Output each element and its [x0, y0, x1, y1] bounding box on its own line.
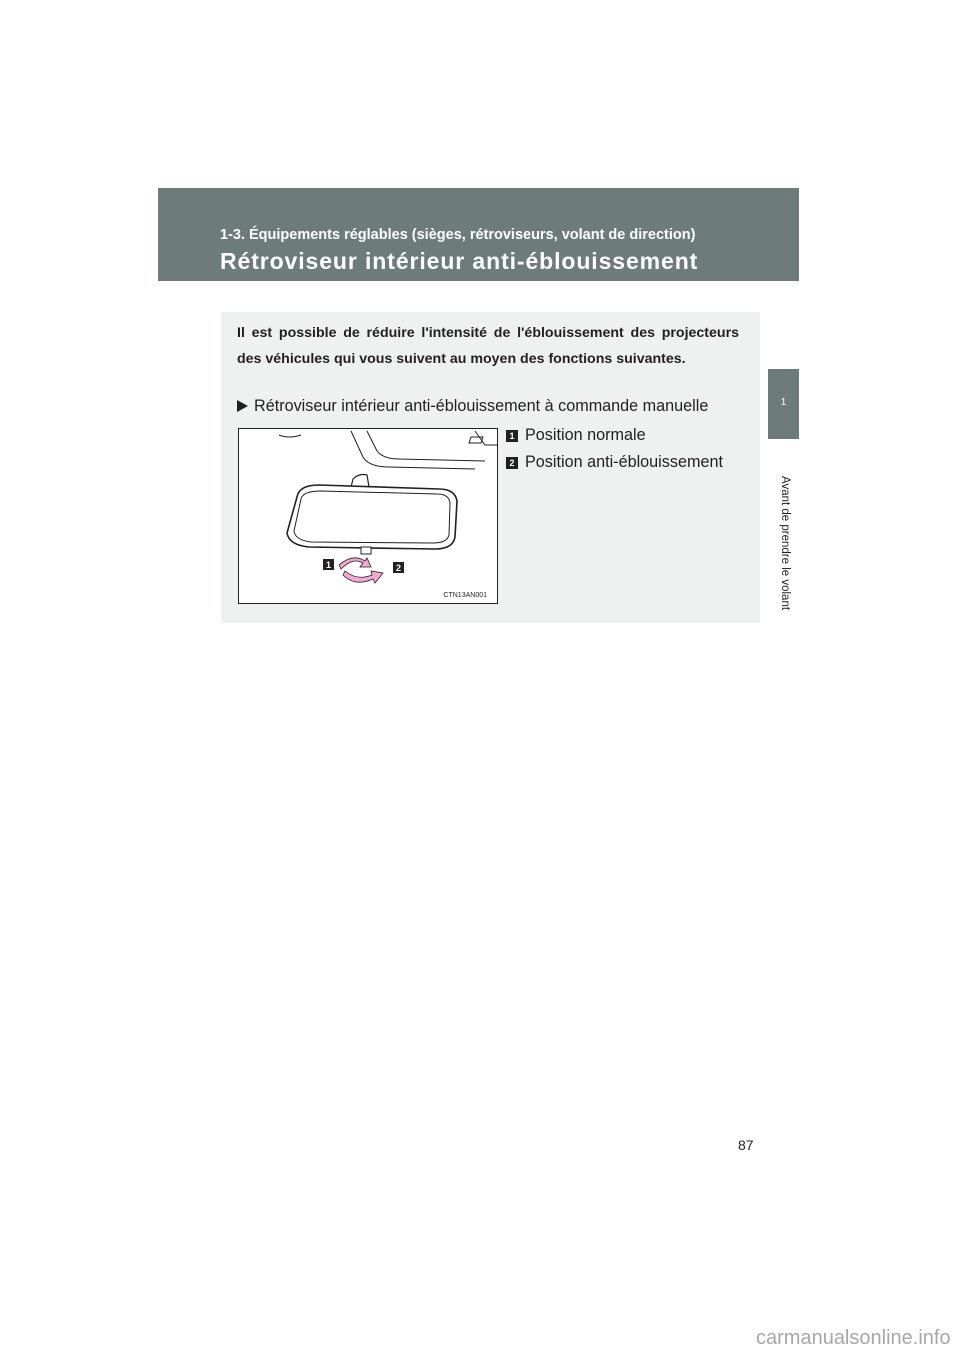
callout-1: 1: [325, 560, 332, 570]
chapter-number: 1: [780, 397, 787, 408]
page-title: Rétroviseur intérieur anti-éblouissement: [220, 248, 699, 274]
intro-text: Il est possible de réduire l'intensité de l'éblouissement des projecteurs des véhicules qui vous suivent au moyen des fonctions suivantes.: [237, 325, 739, 367]
page-number: 87: [738, 1137, 754, 1153]
legend-item-anti-glare: [506, 453, 723, 472]
triangle-bullet-icon: [237, 400, 248, 412]
legend-number-badge: 1: [506, 430, 518, 442]
legend-text: Position normale: [525, 426, 646, 444]
bullet-item: [237, 397, 708, 416]
watermark: carmanualsonline.info: [756, 1327, 951, 1349]
legend-text: Position anti-éblouissement: [525, 453, 723, 471]
section-label: 1-3. Équipements réglables (sièges, rétroviseurs, volant de direction): [220, 227, 696, 243]
legend-item-normal: [506, 426, 646, 445]
legend-number-badge: 2: [506, 457, 518, 469]
page-header: [158, 188, 799, 281]
mirror-illustration: [238, 428, 498, 604]
chapter-tab: [768, 369, 799, 439]
content-box: [221, 312, 760, 623]
chapter-label: Avant de prendre le volant: [779, 476, 791, 611]
bullet-text: Rétroviseur intérieur anti-éblouissement à commande manuelle: [254, 397, 709, 415]
figure-code: CTN13AN001: [443, 592, 487, 599]
callout-2: 2: [395, 563, 402, 573]
rearview-mirror-icon: [239, 429, 497, 603]
